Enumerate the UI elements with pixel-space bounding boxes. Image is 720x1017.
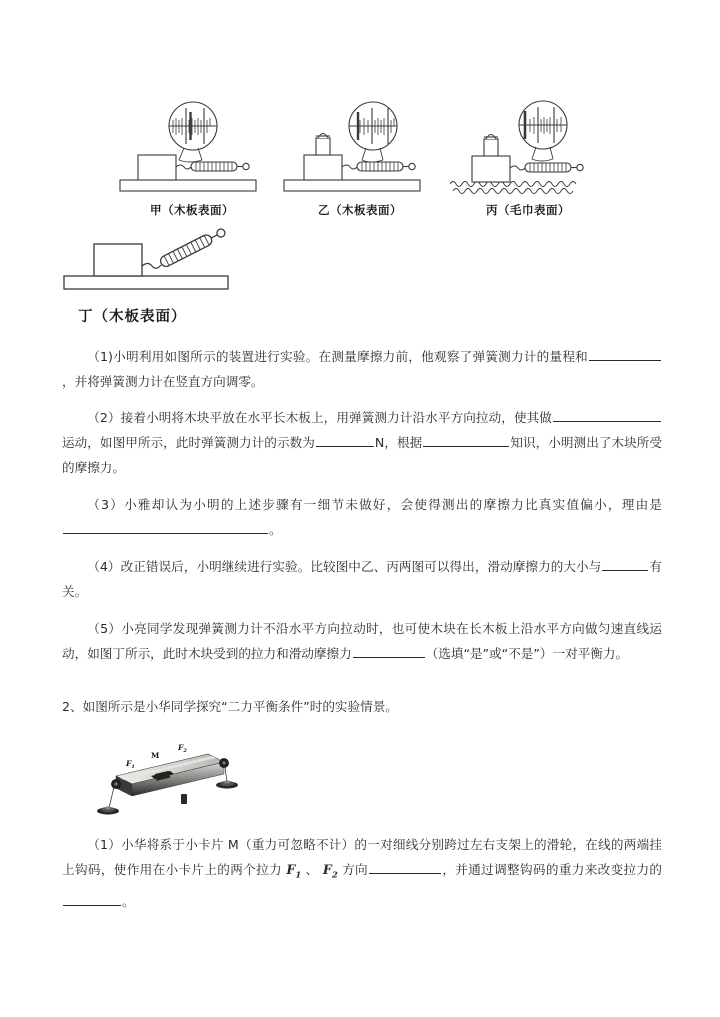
question-1-3 — [62, 492, 662, 542]
question-1-4 — [62, 554, 662, 604]
question-2-stem — [62, 694, 662, 719]
question-1-4-seg-b: 有关。 — [62, 559, 663, 599]
question-1-3-seg-b: 。 — [269, 522, 282, 537]
question-2-1-seg-d: ，并通过调整钩码的重力来改变拉力的 — [442, 862, 662, 877]
question-1-5-seg-a: （5）小亮同学发现弹簧测力计不沿水平方向拉动时，也可使木块在长木板上沿水平方向做匀速直线运动，如图丁所示，此时木块受到的拉力和滑动摩擦力 — [62, 621, 662, 661]
question-1-2-seg-a: （2）接着小明将木块平放在水平长木板上，用弹簧测力计沿水平方向拉动，使其做 — [87, 410, 552, 425]
figure-jia-drawing — [112, 100, 272, 218]
question-1-2 — [62, 405, 662, 480]
figure-ding — [60, 228, 300, 326]
question-1-2-seg-c: N，根据 — [374, 435, 423, 450]
figure-row-top — [112, 100, 612, 218]
answer-blank[interactable] — [369, 859, 441, 874]
figure-jia-caption: 甲（木板表面） — [150, 203, 234, 217]
question-2-stem-text: 2、如图所示是小华同学探究“二力平衡条件”时的实验情景。 — [62, 699, 398, 714]
figure-ding-caption: 丁（木板表面） — [78, 309, 187, 325]
answer-blank[interactable] — [63, 519, 268, 534]
question-1-2-seg-d: 知识，小明测出了木块所受的摩擦力。 — [62, 435, 663, 475]
question-2-1-seg-a: （1）小华将系于小卡片 M（重力可忽略不计）的一对细线分别跨过左右支架上的滑轮，在线的两端挂上钩码，使作用在小卡片上的两个拉力 — [62, 837, 662, 877]
apparatus-label-F2: $F_2$ — [178, 743, 187, 754]
question-1-2-seg-b: 运动，如图甲所示，此时弹簧测力计的示数为 — [62, 435, 315, 450]
answer-blank[interactable] — [553, 407, 661, 422]
apparatus-label-F1: $F_1$ — [126, 759, 135, 770]
question-1-1-seg-b: ，并将弹簧测力计在竖直方向调零。 — [62, 374, 264, 389]
figure-bing — [448, 100, 608, 218]
figure-ding-drawing — [60, 228, 300, 300]
question-1-4-seg-a: （4）改正错误后，小明继续进行实验。比较图中乙、丙两图可以得出，滑动摩擦力的大小与 — [87, 559, 602, 574]
apparatus-label-M: M — [151, 751, 160, 760]
figure-yi-drawing — [280, 100, 440, 218]
question-1-1 — [62, 344, 662, 394]
question-1-3-seg-a: （3）小雅却认为小明的上述步骤有一细节未做好，会使得测出的摩擦力比真实值偏小，理由是 — [87, 497, 662, 512]
question-2-1-seg-e: 。 — [122, 893, 135, 909]
apparatus-photo-drawing — [96, 736, 256, 818]
question-1-1-seg-a: （1)小明利用如图所示的装置进行实验。在测量摩擦力前，他观察了弹簧测力计的量程和 — [87, 349, 588, 364]
question-2-1-seg-b: 、 — [301, 862, 323, 877]
answer-blank[interactable] — [589, 346, 661, 361]
question-1-5-seg-b: （选填“是”或“不是”）一对平衡力。 — [425, 646, 629, 661]
figure-jia — [112, 100, 272, 218]
answer-blank[interactable] — [602, 556, 648, 571]
figure-bing-drawing — [448, 100, 612, 218]
answer-blank[interactable] — [63, 891, 121, 906]
figure-yi-caption: 乙（木板表面） — [318, 203, 402, 217]
symbol-f2: $F_2$ — [322, 862, 338, 881]
question-2-1-seg-c: 方向 — [337, 862, 368, 877]
figure-yi — [280, 100, 440, 218]
question-2-1 — [62, 832, 662, 914]
symbol-f1: $F_1$ — [286, 862, 302, 881]
apparatus-photo — [96, 736, 256, 818]
answer-blank[interactable] — [423, 432, 509, 447]
answer-blank[interactable] — [316, 432, 374, 447]
question-1-5 — [62, 616, 662, 666]
answer-blank[interactable] — [353, 643, 425, 658]
figure-bing-caption: 丙（毛巾表面） — [486, 203, 570, 217]
